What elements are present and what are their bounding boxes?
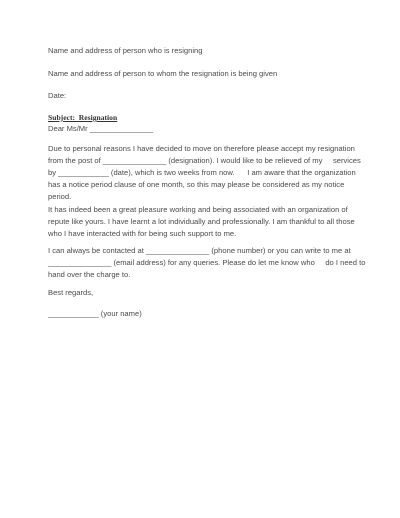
para1-line: has a notice period clause of one month, so this may please be considered as my notice: [48, 180, 345, 189]
para3-line: _______________ (email address) for any queries. Please do let me know who do I need to: [48, 258, 366, 267]
closing: Best regards,: [48, 288, 94, 297]
para3-line: hand over the charge to.: [48, 270, 131, 279]
para1-line: period.: [48, 192, 72, 201]
recipient-line: Name and address of person to whom the resignation is being given: [48, 69, 278, 78]
date-line: Date:: [48, 91, 67, 100]
para2-line: who I have interacted with for being such support to me.: [48, 229, 237, 238]
subject-line: Subject: Resignation: [48, 113, 118, 122]
para3-line: I can always be contacted at _______________ (phone number) or you can write to me at: [48, 246, 351, 255]
para1-line: from the post of _______________ (designation). I would like to be relieved of my services: [48, 156, 361, 165]
sender-line: Name and address of person who is resigning: [48, 46, 203, 55]
para1-line: Due to personal reasons I have decided to move on therefore please accept my resignation: [48, 144, 355, 153]
signature-line: ____________ (your name): [48, 309, 142, 318]
para2-line: repute like yours. I have learnt a lot individually and professionally. I am thankful to all those: [48, 217, 355, 226]
para2-line: It has indeed been a great pleasure working and being associated with an organization of: [48, 205, 348, 214]
para1-line: by ____________ (date), which is two weeks from now. I am aware that the organization: [48, 168, 356, 177]
salutation: Dear Ms/Mr _______________: [48, 124, 154, 133]
